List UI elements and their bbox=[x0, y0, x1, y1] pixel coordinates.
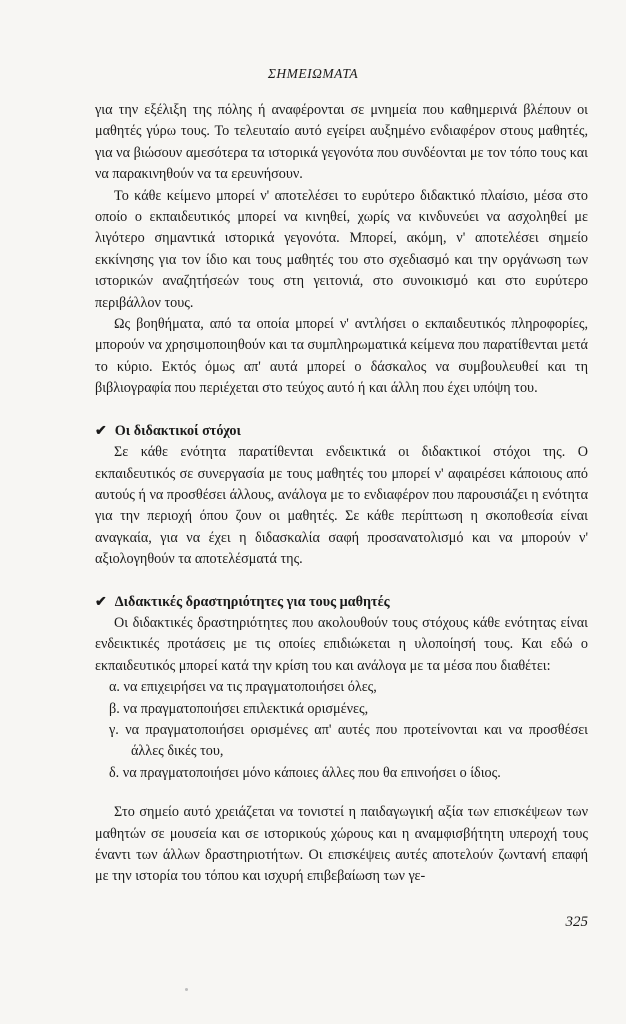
paragraph: Στο σημείο αυτό χρειάζεται να τονιστεί η παιδαγωγική αξία των επισκέψεων των μαθητών σε μουσεία και σε ιστορικούς χώρους και η αναμφισβήτητη υπεροχή τους έναντι των άλλων δραστηριοτήτων. Οι επισκέψεις αυτές αποτελούν ζωντανή επαφή με την ιστορία του τόπου και ισχυρή επιβεβαίωση των γε- bbox=[95, 804, 588, 885]
list-item: α. να επιχειρήσει να τις πραγματοποιήσει όλες, bbox=[109, 679, 377, 696]
checkmark-icon: ✔ bbox=[95, 423, 107, 439]
paragraph: Οι διδακτικές δραστηριότητες που ακολουθούν τους στόχους κάθε ενότητας είναι ενδεικτικές προτάσεις με τις οποίες επιδιώκεται η υλοποίησή τους. Και εδώ ο εκπαιδευτικός μπορεί κατά την κρίση του και ανάλογα με τα μέσα που διαθέτει: bbox=[95, 614, 588, 674]
spacer bbox=[95, 571, 588, 592]
list-item: β. να πραγματοποιήσει επιλεκτικά ορισμένες, bbox=[109, 700, 369, 717]
list-item: δ. να πραγματοποιήσει μόνο κάποιες άλλες που θα επινοήσει ο ίδιος. bbox=[109, 764, 501, 781]
paragraph: Σε κάθε ενότητα παρατίθενται ενδεικτικά οι διδακτικοί στόχοι της. Ο εκπαιδευτικός σε συνεργασία με τους μαθητές του μπορεί ν' αφαιρέσει κάποιους από αυτούς ή να προσθέσει άλλους, ανάλογα με το ενδιαφέρον που παρουσιάζει η ενότητα για την περιοχή όπου ζουν οι μαθητές. Σε κάθε περίπτωση η σκοποθεσία είναι αναγκαία, για να έχει η διδασκαλία σαφή προσανατολισμό και να μπορούν ν' αξιολογηθούν τα αποτελέσματά της. bbox=[95, 444, 588, 568]
spacer bbox=[95, 784, 588, 802]
section-heading bbox=[95, 592, 588, 613]
paragraph: Το κάθε κείμενο μπορεί ν' αποτελέσει το ευρύτερο διδακτικό πλαίσιο, μέσα στο οποίο ο εκπαιδευτικός μπορεί να κινηθεί, χωρίς να κινδυνεύει να ασχοληθεί με λιγότερο σημαντικά ιστορικά γεγονότα. Μπορεί, ακόμη, ν' αποτελέσει σημείο εκκίνησης για τον ίδιο και τους μαθητές του στο σχεδιασμό και την οργάνωση των ιστορικών αναζητήσεών τους στη γειτονιά, στο συνοικισμό και στο ευρύτερο περιβάλλον τους. bbox=[95, 187, 588, 311]
paragraph: Ως βοηθήματα, από τα οποία μπορεί ν' αντλήσει ο εκπαιδευτικός πληροφορίες, μπορούν να χρησιμοποιηθούν και τα συμπληρωματικά κείμενα που παρατίθενται μετά το κύριο. Εκτός όμως απ' αυτά μπορεί ο δάσκαλος να συμβουλευθεί και τη βιβλιογραφία που περιέχεται στο τεύχος αυτό ή και άλλη που έχει υπόψη του. bbox=[95, 316, 588, 397]
checkmark-icon: ✔ bbox=[95, 594, 107, 610]
activity-list bbox=[95, 677, 588, 784]
spacer bbox=[95, 400, 588, 421]
section-title: Οι διδακτικοί στόχοι bbox=[114, 422, 241, 439]
running-head: ΣΗΜΕΙΩΜΑΤΑ bbox=[267, 66, 359, 81]
section-heading bbox=[95, 421, 588, 442]
section-title: Διδακτικές δραστηριότητες για τους μαθητές bbox=[114, 593, 390, 610]
body-text bbox=[95, 100, 588, 888]
print-speck bbox=[185, 988, 188, 991]
list-item: γ. να πραγματοποιήσει ορισμένες απ' αυτές που προτείνονται και να προσθέσει άλλες δικές του, bbox=[109, 721, 588, 760]
paragraph: για την εξέλιξη της πόλης ή αναφέρονται σε μνημεία που καθημερινά βλέπουν οι μαθητές γύρω τους. Το τελευταίο αυτό εγείρει αυξημένο ενδιαφέρον στους μαθητές, για να βιώσουν αμεσότερα τα ιστορικά γεγονότα που συνδέονται με τον τόπο τους και να παρακινηθούν να τα ερευνήσουν. bbox=[95, 102, 588, 183]
page-number: 325 bbox=[565, 914, 588, 930]
